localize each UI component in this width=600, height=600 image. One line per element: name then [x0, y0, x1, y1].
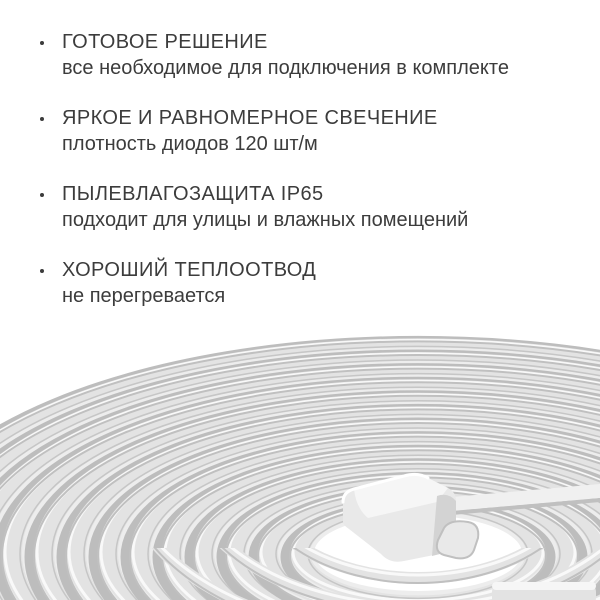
feature-title: ГОТОВОЕ РЕШЕНИЕ: [62, 31, 268, 53]
feature-title: ЯРКОЕ И РАВНОМЕРНОЕ СВЕЧЕНИЕ: [62, 107, 438, 129]
feature-text: [62, 30, 582, 81]
feature-subtitle: плотность диодов 120 шт/м: [62, 133, 318, 155]
bullet-dot: [40, 193, 44, 197]
bullet-dot: [40, 41, 44, 45]
feature-subtitle: все необходимое для подключения в комплекте: [62, 57, 509, 79]
feature-item-bright-glow: [40, 106, 582, 157]
feature-title: ХОРОШИЙ ТЕПЛООТВОД: [62, 259, 317, 281]
product-photo: [0, 326, 600, 600]
feature-item-ready-solution: [40, 30, 582, 81]
coil-image: [0, 326, 600, 600]
feature-item-heat-dissipation: [40, 258, 582, 309]
feature-text: [62, 258, 582, 309]
feature-item-ip65: [40, 182, 582, 233]
feature-subtitle: подходит для улицы и влажных помещений: [62, 209, 469, 231]
feature-text: [62, 182, 582, 233]
feature-text: [62, 106, 582, 157]
feature-subtitle: не перегревается: [62, 285, 226, 307]
feature-title: ПЫЛЕВЛАГОЗАЩИТА IP65: [62, 183, 324, 205]
bullet-dot: [40, 117, 44, 121]
bullet-dot: [40, 269, 44, 273]
